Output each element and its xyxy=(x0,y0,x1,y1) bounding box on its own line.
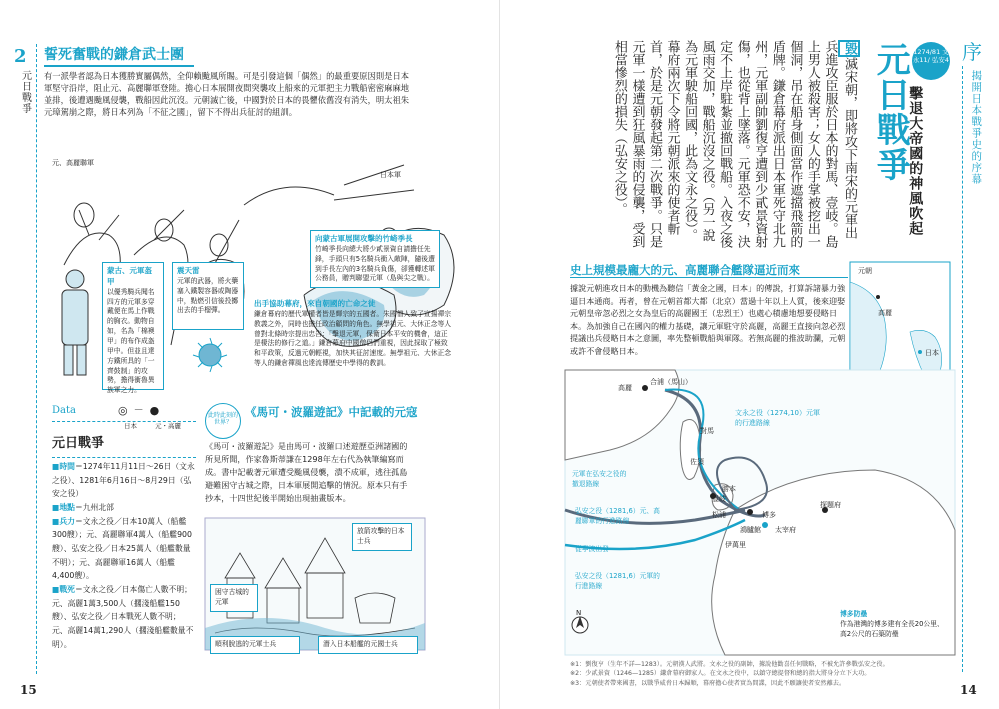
map-label-dazaifu: 太宰府 xyxy=(775,526,796,534)
world-badge: 此時此刻的世界？ xyxy=(205,403,241,439)
callout-kyushu-title: 出手協助幕府，來自朝國的亡命之徒 xyxy=(254,299,376,308)
left-page xyxy=(0,0,499,709)
label-arrow-soldiers: 放箭攻擊的日本士兵 xyxy=(352,523,412,551)
label-invade: 潛入日本船艦的元國士兵 xyxy=(318,636,418,654)
page-subtitle: 擊退大帝國的神風吹起 xyxy=(907,86,924,236)
vertical-body xyxy=(570,40,860,250)
section3-rule xyxy=(570,277,848,278)
left-margin-rule xyxy=(36,44,37,674)
map-label-tsushima: 對馬 xyxy=(700,427,714,435)
map-label-goryeo: 高麗 xyxy=(618,384,632,392)
section-number: 2 xyxy=(14,46,27,67)
map-route-retreat: 元軍在弘安之役的撤退路線 xyxy=(572,470,627,488)
hakata-wall-note xyxy=(840,610,948,640)
chapter-subtitle: 揭開日本戰爭史的序幕 xyxy=(970,70,983,185)
callout-takezaki-title: 向蒙古軍展開攻擊的竹崎季長 xyxy=(315,234,413,243)
callout-kyushu-text: 鎌倉幕府的歷代軍權者皆是輝宗的五國者。朱國僧人致了宣揚禪宗教義之外，同時也擔任政治顧問的角色。無學祖元、大休正念等人曾對北條時宗提出忠告：「擊退元軍，保衛日本平安的機會，這正是棲法的修行之道。」鎌倉幕府中國僧侶們重視，因此採取了極致和平政策，反過元朝輕視，加快其征討速度。無學祖元、大休正念等人的鎌倉禪風也達流傳歷史中學得的教訓。 xyxy=(254,309,452,368)
page-title: 元日戰爭 xyxy=(870,42,911,182)
hakata-wall-title: 博多防壘 xyxy=(840,610,868,618)
data-deaths: ■戰死＝文永之役／日本傷亡人數不明；元、高麗1萬3,500人（擱淺船艦150艘）、弘安之役／日本戰死人數不明；元、高麗14萬1,290人（擱淺船艦數量不明）。 xyxy=(52,584,194,649)
data-box: Data ◎ － ● 日本 元・高麗 元日戰爭 ■時間＝1274年11月11日〜26日（文永之役）、1281年6月16日〜8月29日（弘安之役） ■地點＝九州北部 ■兵力＝文永之役／日本10萬人（船艦300艘）；元、高麗聯軍4萬人（船艦900艘）、弘安之役／日本25萬人（船艦數量不明）；元、高麗聯軍16萬人（船艦4,400艘）。 ■戰死＝文永之役／日本傷亡人數不明；元、高麗1萬3,500人（擱淺船艦150艘）、弘安之役／日本戰死人數不明；元、高麗14萬1,290人（擱淺船艦數量不明）。 xyxy=(52,403,196,663)
map-from-ningbo: 從寧波出發 xyxy=(575,545,609,553)
inset-label-yuan: 元朝 xyxy=(858,267,872,275)
data-title: 元日戰爭 xyxy=(52,436,105,452)
bomb-icon xyxy=(190,335,230,375)
map-route-koan2: 弘安之役（1281,6）元軍的行進路線 xyxy=(575,572,660,590)
data-label: Data xyxy=(52,404,76,416)
label-yuan-army: 元、高麗聯軍 xyxy=(52,159,94,167)
inset-label-goryeo: 高麗 xyxy=(878,309,892,317)
callout-mongol-text: 以優秀騎兵聞名四方的元軍多穿戴便在馬上作戰的胸衣。動物自如，名為「棉襖甲」的布作成盔甲中。但並且達方鐵所具的「一齊鼓制」的攻勢，擔得衝魯異族軍之力。 xyxy=(107,287,155,395)
label-escape: 順利脫逃的元軍士兵 xyxy=(210,636,300,654)
side-chapter-label: 元日戰爭 xyxy=(19,70,31,114)
footnote-1: ※1：劉復亨（生年不詳—1283）。元朝漢人武將。文永之役的副帥，據說他勸喜任何戰略，不被允許參戰弘安之役。 xyxy=(570,661,889,668)
legend-japan-icon: ◎ xyxy=(117,404,128,417)
footnote-3: ※3：元朝使者帶來國書，以戰爭威脅日本歸順，幕府擔心使者實為間諜，因此不願讓使者安然離去。 xyxy=(570,679,846,687)
legend-yuan-icon: ● xyxy=(149,404,160,417)
inset-label-japan: 日本 xyxy=(925,349,939,357)
legend-yuan: 元・高麗 xyxy=(155,421,181,430)
marco-title: 《馬可・波羅遊記》中記載的元寇 xyxy=(245,405,418,419)
page-number-left: 15 xyxy=(20,683,37,697)
right-margin-rule xyxy=(962,66,963,672)
chapter-mark: 序 xyxy=(962,40,982,64)
map-label-katsumoto: 勝本 xyxy=(722,485,736,493)
inset-map xyxy=(850,262,950,382)
map-label-kawaraya: 鴻臚館 xyxy=(740,526,761,534)
section-body: 有一派學者認為日本獲勝實屬偶然，全仰賴颱風所賜。可是引發這個「偶然」的最重要原因則是日本軍堅守沿岸，阻止元、高麗聯軍登陸。擔心日本展開夜間突襲攻上船來的元軍把主力戰船密密麻麻地並排，後遭遇颱風侵襲，戰船因此沉沒。元朝滅亡後，中國對於日本的畏懼依舊沒有消失，明太祖朱元璋駕崩之際，將日本列為「不征之國」，留下不得出兵征討的組訓。 xyxy=(44,71,410,118)
map-label-tandai: 探題府 xyxy=(820,501,841,509)
callout-tetsuhau-text: 元軍的武器，將火藥塞入鐵製容器或陶器中，點燃引信後投擲出去的手榴彈。 xyxy=(177,276,239,315)
page-number-right: 14 xyxy=(960,683,977,697)
callout-takezaki-text: 竹崎季長向總大將少貳景資自請擔任先鋒，手頭只有5名騎兵衝入敵陣，隨後遭到手長左內的3名騎兵負傷，卻獲轉述軍公務員，贈判聯盟元軍（島與尖之戰）。 xyxy=(315,244,435,283)
map-label-sasuna: 佐須 xyxy=(690,458,704,466)
callout-tetsuhau-title: 震天雷 xyxy=(177,266,200,275)
map-label-gappo: 合浦（馬山） xyxy=(650,378,692,386)
callout-kyushu xyxy=(254,298,452,386)
map-label-matsuura: 松浦 xyxy=(712,511,726,519)
data-forces: ■兵力＝文永之役／日本10萬人（船艦300艘）；元、高麗聯軍4萬人（船艦900艘）、弘安之役／日本25萬人（船艦數量不明）；元、高麗聯軍16萬人（船艦4,400艘）。 xyxy=(52,516,192,581)
map-north-label: N xyxy=(576,609,582,617)
footnotes xyxy=(570,660,960,688)
callout-takezaki xyxy=(310,230,440,288)
section3-body: 據說元朝進攻日本的動機為聽信「黃金之國，日本」的傳說，打算訴諸暴力強逼日本通商。再者，曾在元朝首都大都（北京）當過十年以上人質，後來迎娶元朝皇帝忽必烈之女為皇后的高麗國王（忠烈王）也處心積慮地想要侵略日本。為加強自己在國內的權力基礎，讓元軍駐守於高麗，高麗王直接向忽必烈提議出兵侵略日本之意圖，率先整頓戰船與軍隊。若無高麗的推波助瀾，元朝或許不會侵略日本。 xyxy=(570,283,846,356)
data-time: ■時間＝1274年11月11日〜26日（文永之役）、1281年6月16日〜8月29日（弘安之役） xyxy=(52,462,195,499)
label-japan-army: 日本軍 xyxy=(380,171,401,179)
map-label-hakata: 博多 xyxy=(762,511,776,519)
callout-mongol-armor xyxy=(102,262,164,395)
vertical-highlight: 毀 xyxy=(838,40,860,57)
map-label-imari: 伊萬里 xyxy=(725,541,746,549)
marco-body: 《馬可・波羅遊記》是由馬可・波羅口述遊歷亞洲諸國的所見所聞，作家魯斯蒂謙在1298年左右代為執筆編寫而成。書中記載著元軍遭受颱風侵襲，潰不成軍，逃往孤島避難困守古城之際，日本軍展開追擊的情況。原本只有手抄本，十四世紀後半開始出現抽畫版本。 xyxy=(205,441,408,503)
map-route-koan1: 弘安之役（1281,6）元、高麗聯軍的行進路線 xyxy=(575,507,660,525)
callout-tetsuhau xyxy=(172,262,244,330)
mongol-soldier-illustration xyxy=(50,265,100,385)
legend-japan: 日本 xyxy=(124,421,137,430)
section-title: 誓死奮戰的鎌倉武士團 xyxy=(44,45,194,67)
year-badge: 1274/81 文永11/ 弘安4 xyxy=(912,42,950,80)
data-place: ■地點＝九州北部 xyxy=(52,503,114,513)
vertical-body-text: 滅宋朝，即將攻下南宋的元軍出兵進攻臣服於日本的對馬、壹岐。島上男人被殺害；女人的手掌被挖出一個洞，吊在船身側面當作遮擋飛箭的盾牌。鎌倉幕府派出日本軍死守北九州，元軍副帥劉復亨遭到少貳景資射傷，也從背上墜落。元軍恐不安，決定不上岸駐紮並撤回戰船。入夜之後風雨交加，戰船沉沒之役。（另一說為元軍駛船回國，此為文永之役）。幕府兩次下令將元朝派來的使者斬首，於是元朝發起第二次戰爭。只是元軍一樣遭到狂風暴雨的侵襲，受到相當慘烈的損失（弘安之役）。 xyxy=(611,40,857,248)
label-castle: 困守古城的元軍 xyxy=(210,584,258,612)
section3-title: 史上規模最龐大的元、高麗聯合艦隊逼近而來 xyxy=(570,263,800,277)
callout-mongol-title: 蒙古、元軍盔甲 xyxy=(107,266,152,286)
map-label-iki: 壹岐 xyxy=(712,495,726,503)
footnote-2: ※2：少貳景資（1246—1285）鎌倉幕府御家人。在文永之役中，以鎮守總提督和總的指大將身分立下大功。 xyxy=(570,670,871,678)
hakata-wall-text: 作為港灣的博多建有全長20公里、高2公尺的石築防壘 xyxy=(840,619,944,638)
map-route-bunei: 文永之役（1274,10）元軍的行進路線 xyxy=(735,409,820,428)
